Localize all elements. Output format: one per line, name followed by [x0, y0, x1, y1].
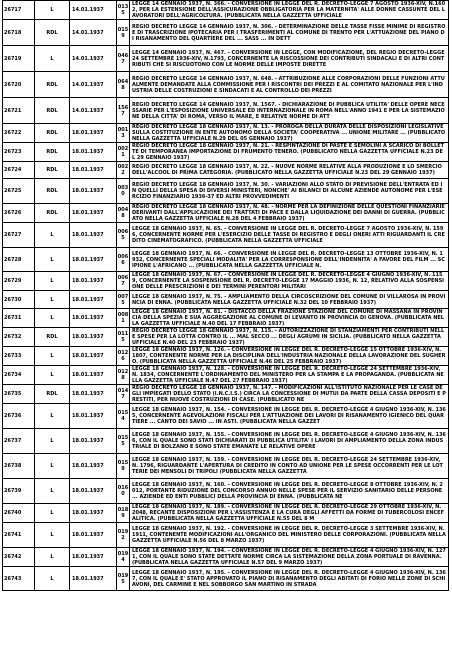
table-row: [3, 548, 449, 567]
act-date: 18.01.1937: [70, 429, 117, 454]
act-description: REGIO DECRETO LEGGE 18 GENNAIO 1937, N. 21. - RESPINTAZIONE DI PASTE E SEMOLINI A SCARICO DI BOLLETTE DI TEMPORANEA IMPORTAZIONE DI FRUMENTO TENERO. (PUBBLICATO NELLA GAZZETTA UFFICIALE N.23 DEL 29 GENNAIO 1937): [130, 143, 449, 162]
act-type: L: [35, 523, 70, 548]
act-description: LEGGE 18 GENNAIO 1937, N. 159. - CONVERSIONE IN LEGGE DEL R. DECRETO-LEGGE 24 SETTEMBRE 1936-XIV, N. 1796, RIGUARDANTE L'APERTURA DI CREDITO IN CONTO AD UNIONE PER LE SPESE OCCORRENTI PER LE LOTTERIE DEI MENSOLI DI TRIPOLI (PUBBLICATA NELLA GAZZETTA: [130, 454, 449, 479]
act-type: L: [35, 291, 70, 309]
record-number: 26729: [3, 272, 35, 291]
act-description: REGIO DECRETO LEGGE 14 GENNAIO 1937, N. 306. - DETERMINAZIONE DELLE TASSE FISSE MINIME DI REGISTRO E DI TRASCRIZIONE IPOTECARIA PER I TRASFERIMENTI AL COMUNE DI TRENTO PER L'ATTUAZIONE DEL PIANO DI RISANAMENTO DEL QUARTIERE DEL ... SASS ... IN DETT: [130, 20, 449, 46]
page-number: 0648: [117, 72, 130, 98]
act-type: L: [35, 548, 70, 567]
table-row: [3, 504, 449, 523]
page-number: 0126: [117, 347, 130, 366]
act-date: 14.01.1937: [70, 72, 117, 98]
page-number: 0128: [117, 366, 130, 385]
act-date: 18.01.1937: [70, 385, 117, 404]
record-number: 26717: [3, 1, 35, 20]
act-description: LEGGE 18 GENNAIO 1937, N. 67. - CONVERSIONE IN LEGGE DEL R. DECRETO-LEGGE 4 GIUGNO 1936-XIV, N. 1159, CONCERNENTE LA SOSPENSIONE DEL R. DECRETO-LEGGE 17 MAGGIO 1936, N. 12, RELATIVO ALLA SOSPENSIONE DELLE PRESCRIZIONI E DEI TERMINI PERENTORI MILITARI: [130, 272, 449, 291]
record-number: 26723: [3, 143, 35, 162]
page-number: 0189: [117, 504, 130, 523]
act-description: LEGGE 18 GENNAIO 1937, N. 126. - CONVERSIONE IN LEGGE DEL R. DECRETO-LEGGE 15 OTTOBRE 1936-XIV, N. 1807, CONTENENTE NORME PER LA DISCIPLINA DELL'INDUSTRIA NAZIONALE DELLA LAVORAZIONE DEL SUGHERO. (PUBBLICATA NELLA GAZZETTA UFFICIALE N.46 DEL 25 FEBBRAIO 1937): [130, 347, 449, 366]
act-type: L: [35, 272, 70, 291]
record-number: 26738: [3, 454, 35, 479]
table-row: [3, 204, 449, 223]
act-date: 18.01.1937: [70, 328, 117, 347]
act-type: RDL: [35, 385, 70, 404]
page-number: 0192: [117, 523, 130, 548]
act-description: LEGGE 18 GENNAIO 1937, N. 81. - DISTACCO DELLA FRAZIONE STAZIONE DEL COMUNE DI MASSANA IN PROVINCIA DELLA SPEZIA E SUA AGGREGAZIONE AL COMUNE DI LEVANTO IN PROVINCIA DI GENOVA. (PUBBLICATA NELLA GAZZETTA UFFICIALE N.40 DEL 17 FEBBRAIO 1937): [130, 309, 449, 328]
act-date: 14.01.1937: [70, 46, 117, 72]
act-type: L: [35, 248, 70, 272]
page-number: 0075: [117, 291, 130, 309]
act-type: L: [35, 479, 70, 504]
page-number: 0159: [117, 20, 130, 46]
table-row: [3, 454, 449, 479]
table-row: [3, 347, 449, 366]
record-number: 26730: [3, 291, 35, 309]
table-row: [3, 523, 449, 548]
table-row: [3, 162, 449, 179]
act-description: LEGGE 18 GENNAIO 1937, N. 155. - CONVERSIONE IN LEGGE DEL R. DECRETO-LEGGE 4 GIUGNO 1936-XIV, N. 1366, CON IL QUALE SONO STATI DICHIARATI DI PUBBLICA UTILITA' I LAVORI DI AMPLIAMENTO DELLA ZONA INDUSTRIALE DI BOLZANO E SONO STATE EMANATE LE RELATIVE OPERE: [130, 429, 449, 454]
table-row: [3, 20, 449, 46]
act-date: 18.01.1937: [70, 223, 117, 248]
page-number: 0194: [117, 548, 130, 567]
act-date: 18.01.1937: [70, 454, 117, 479]
page-number: 0066: [117, 248, 130, 272]
record-number: 26735: [3, 385, 35, 404]
act-type: L: [35, 46, 70, 72]
act-type: RDL: [35, 124, 70, 143]
act-date: 18.01.1937: [70, 347, 117, 366]
record-number: 26727: [3, 223, 35, 248]
act-description: REGIO DECRETO LEGGE 18 GENNAIO 1937, N. 13. - PROROGA DELLA DURATA DELLE DISPOSIZIONI LEGISLATIVE SULLA COSTITUZIONE IN ENTE AUTONOMO DELLA SOCIETA' COOPERATIVA ... UNIONE MILITARE ... (PUBBLICATO NELLA GAZZETTA UFFICIALE N.29 DEL 05 GENNAIO 1937): [130, 124, 449, 143]
page-number: 0021: [117, 143, 130, 162]
act-description: REGIO DECRETO LEGGE 18 GENNAIO 1937, N. 30. - VARIAZIONI ALLO STATO DI PREVISIONE DELL'ENTRATA ED IN QUELLI DELLA SPESA DI DIVERSI MINISTERI, NONCHE' AI BILANCI DI ALCUNE AZIENDE AUTONOME PER L'ESERCIZIO FINANZIARIO 1936-37 ED ALTRI PROVVEDIMENTI: [130, 179, 449, 204]
act-date: 18.01.1937: [70, 248, 117, 272]
record-number: 26740: [3, 504, 35, 523]
record-number: 26718: [3, 20, 35, 46]
table-row: [3, 385, 449, 404]
table-row: [3, 46, 449, 72]
table-row: [3, 366, 449, 385]
record-number: 26732: [3, 328, 35, 347]
act-date: 18.01.1937: [70, 404, 117, 429]
table-row: [3, 479, 449, 504]
act-type: L: [35, 504, 70, 523]
record-number: 26726: [3, 204, 35, 223]
act-date: 18.01.1937: [70, 272, 117, 291]
page-number: 0135: [117, 1, 130, 20]
record-number: 26743: [3, 567, 35, 591]
act-description: LEGGE 18 GENNAIO 1937, N. 189. - CONVERSIONE IN LEGGE DEL R. DECRETO-LEGGE 29 OTTOBRE 1936-XIV, N. 2048, RECANTE DISPOSIZIONI PER L'ASSISTENZA E LA CURA DEGLI AFFETTI DA FORME DI TUBERCOLOSI ENCEFALITICA. (PUBBLICATA NELLA GAZZETTA UFFICIALE N.55 DEL 8 M: [130, 504, 449, 523]
act-date: 18.01.1937: [70, 162, 117, 179]
act-type: RDL: [35, 72, 70, 98]
act-description: LEGGE 18 GENNAIO 1937, N. 194. - CONVERSIONE IN LEGGE DEL R. DECRETO-LEGGE 4 GIUGNO 1936-XIV, N. 1271, CON IL QUALE SONO STATE DETTATE NORME CIRCA LA SISTEMAZIONE DELLA ZONA PORTUALE DI RAVENNA. (PUBBLICATA NELLA GAZZETTA UFFICIALE N.57 DEL 9 MARZO 1937): [130, 548, 449, 567]
act-date: 18.01.1937: [70, 204, 117, 223]
page-number: 0030: [117, 179, 130, 204]
record-number: 26741: [3, 523, 35, 548]
act-date: 18.01.1937: [70, 124, 117, 143]
table-row: [3, 272, 449, 291]
act-date: 18.01.1937: [70, 291, 117, 309]
page-number: 0154: [117, 404, 130, 429]
record-number: 26739: [3, 479, 35, 504]
page-number: 0013: [117, 124, 130, 143]
page-number: 0195: [117, 567, 130, 591]
act-type: L: [35, 309, 70, 328]
page-number: 0067: [117, 272, 130, 291]
record-number: 26734: [3, 366, 35, 385]
act-description: REGIO DECRETO LEGGE 18 GENNAIO 1937, N. 22. - NUOVE NORME RELATIVE ALLA PRODUZIONE E LO SMERCIO DELL'ALCOOL DI PRIMA CATEGORIA. (PUBBLICATO NELLA GAZZETTA UFFICIALE N.23 DEL 29 GENNAIO 1937): [130, 162, 449, 179]
record-number: 26719: [3, 46, 35, 72]
act-description: LEGGE 18 GENNAIO 1937, N. 66. - CONVERSIONE IN LEGGE DEL R. DECRETO-LEGGE 13 OTTOBRE 1936-XIV, N. 1932, CONCERNENTE SPECIALI MODALITA' PER LA CORRESPONSIONE DELL'INDENNITA' A FAVORE DEL FILM ... SCIPIONE L'AFRICANO ... (PUBBLICATA NELLA GAZZETTA UFFICIALE N.: [130, 248, 449, 272]
act-type: L: [35, 366, 70, 385]
table-row: [3, 223, 449, 248]
page-number: 0467: [117, 46, 130, 72]
act-date: 18.01.1937: [70, 523, 117, 548]
act-date: 18.01.1937: [70, 504, 117, 523]
act-type: L: [35, 404, 70, 429]
record-number: 26724: [3, 162, 35, 179]
table-row: [3, 72, 449, 98]
act-description: REGIO DECRETO LEGGE 18 GENNAIO 1937, N. 147. - MODIFICAZIONI ALL'ISTITUTO NAZIONALE PER LE CASE DEGLI IMPIEGATI DELLO STATO (I.N.C.I.S.) CIRCA LA CONCESSIONE DI MUTUI DA PARTE DELLA CASSA DEPOSITI E PRESTITI, PER NUOVE COSTRUZIONI DI CASE. (PUBBLICATO NE: [130, 385, 449, 404]
act-description: LEGGE 18 GENNAIO 1937, N. 65. - CONVERSIONE IN LEGGE DEL R. DECRETO-LEGGE 7 AGOSTO 1936-XIV, N. 1596, CONCERNENTE NORME PER L'ESERCIZIO DELLE TASSE DI REGISTRO E DEGLI ONERI ATTI RIGUARDANTI IL CREDITO CINEMATOGRAFICO. (PUBBLICATA NELLA GAZZETTA UFFICIALE: [130, 223, 449, 248]
act-type: L: [35, 1, 70, 20]
page-number: 1567: [117, 98, 130, 124]
page-number: 0065: [117, 223, 130, 248]
page-number: 0155: [117, 429, 130, 454]
act-type: L: [35, 429, 70, 454]
act-description: REGIO DECRETO LEGGE 18 GENNAIO 1937, N. 115. - AUTORIZZAZIONE DI STANZIAMENTI PER CONTRIBUTI NELLE SPESE PER LA LOTTA CONTRO IL ... MAL SECCO ... DEGLI AGRUMI IN SICILIA. (PUBBLICATO NELLA GAZZETTA UFFICIALE N.40 DEL 23 FEBBRAIO 1937): [130, 328, 449, 347]
record-number: 26720: [3, 72, 35, 98]
act-description: LEGGE 18 GENNAIO 1937, N. 75. - AMPLIAMENTO DELLA CIRCOSCRIZIONE DEL COMUNE DI VILLAROSA IN PROVINCIA DI ENNA. (PUBBLICATA NELLA GAZZETTA UFFICIALE N.32 DEL 10 FEBBRAIO 1937): [130, 291, 449, 309]
record-number: 26733: [3, 347, 35, 366]
act-type: RDL: [35, 20, 70, 46]
act-date: 14.01.1937: [70, 1, 117, 20]
table-row: [3, 328, 449, 347]
table-row: [3, 429, 449, 454]
page-number: 0081: [117, 309, 130, 328]
act-date: 18.01.1937: [70, 179, 117, 204]
record-number: 26737: [3, 429, 35, 454]
act-description: LEGGE 18 GENNAIO 1937, N. 128. - CONVERSIONE IN LEGGE DEL R. DECRETO-LEGGE 24 SETTEMBRE 1936-XIV, N. 1834, CONCERNENTE L'ORDINAMENTO DEL MINISTERO PER LA STAMPA E LA PROPAGANDA. (PUBBLICATA NELLA GAZZETTA UFFICIALE N.47 DEL 27 FEBBRAIO 1937): [130, 366, 449, 385]
act-type: RDL: [35, 328, 70, 347]
table-row: [3, 98, 449, 124]
table-row: [3, 124, 449, 143]
act-type: RDL: [35, 98, 70, 124]
table-row: [3, 1, 449, 20]
law-index-table: [2, 0, 449, 591]
act-description: REGIO DECRETO LEGGE 14 GENNAIO 1937, N. 648. - ATTRIBUZIONE ALLE CORPORAZIONI DELLE FUNZIONI ATTUALMENTE DEMANDATE ALLA COMMISSIONE PER I RISCONTRI DEI PREZZI E AL COMITATO NAZIONALE PER L'INDUSTRIA DELLE COSTRUZIONI E SINDACATI E AL CONTROLLO DEI PREZZI: [130, 72, 449, 98]
act-date: 18.01.1937: [70, 548, 117, 567]
act-description: LEGGE 18 GENNAIO 1937, N. 192. - CONVERSIONE IN LEGGE DEL R. DECRETO-LEGGE 3 SETTEMBRE 1936-XIV, N. 1911, CONTENENTE MODIFICAZIONI ALL'ORGANICO DEL MINISTERO DELLE CORPORAZIONI. (PUBBLICATA NELLA GAZZETTA UFFICIALE N.56 DEL 8 MARZO 1937): [130, 523, 449, 548]
record-number: 26725: [3, 179, 35, 204]
act-date: 18.01.1937: [70, 479, 117, 504]
page-number: 0048: [117, 204, 130, 223]
act-date: 14.01.1937: [70, 98, 117, 124]
act-type: RDL: [35, 143, 70, 162]
page-number: 0160: [117, 479, 130, 504]
record-number: 26721: [3, 98, 35, 124]
page-number: 0115: [117, 328, 130, 347]
act-description: LEGGE 18 GENNAIO 1937, N. 160. - CONVERSIONE IN LEGGE DEL R. DECRETO-LEGGE 8 OTTOBRE 1936-XIV, N. 2012, PORTANTE RIDUZIONE DEL CONCORSO ANNUO NELLE SPESE PER IL SERVIZIO SANITARIO DELLE PERSONE ... AZIENDE ED ENTI PUBBLICI DELLA PROVINCIA DI ENNA. (PUBBLICATA NE: [130, 479, 449, 504]
act-type: L: [35, 454, 70, 479]
act-description: LEGGE 18 GENNAIO 1937, N. 195. - CONVERSIONE IN LEGGE DEL R. DECRETO-LEGGE 4 GIUGNO 1936-XIV, N. 1367, CON IL QUALE E' STATO APPROVATO IL PIANO DI RISANAMENTO DEGLI ABITATI DI FORIO NELLE ZONE DI SCHIAVONI, DEL CARMINE E NEL SOBBORGO SAN MARTINO IN STRADA: [130, 567, 449, 591]
table-row: [3, 309, 449, 328]
record-number: 26731: [3, 309, 35, 328]
page-number: 0159: [117, 454, 130, 479]
act-date: 18.01.1937: [70, 567, 117, 591]
page-number: 0147: [117, 385, 130, 404]
act-type: RDL: [35, 204, 70, 223]
table-row: [3, 404, 449, 429]
law-index-document: [2, 0, 449, 645]
record-number: 26728: [3, 248, 35, 272]
table-row: [3, 567, 449, 591]
record-number: 26736: [3, 404, 35, 429]
act-type: L: [35, 223, 70, 248]
act-description: REGIO DECRETO LEGGE 14 GENNAIO 1937, N. 1567. - DICHIARAZIONE DI PUBBLICA UTILITA' DELLE OPERE NECESSARIE PER L'ESPOSIZIONE UNIVERSALE ED INTERNAZIONALE IN ROMA NELL'ANNO 1941 E PER LA SISTEMAZIONE DELLA CITTA' DI ROMA, VERSO IL MARE, E RELATIVE NORME DI ATT: [130, 98, 449, 124]
table-row: [3, 291, 449, 309]
act-description: LEGGE 14 GENNAIO 1937, N. 467. - CONVERSIONE IN LEGGE, CON MODIFICAZIONE, DEL REGIO DECRETO-LEGGE 24 SETTEMBRE 1936-XIV, N.1793, CONCERNENTE LA RISCOSSIONE DEI CONTRIBUTI SINDACALI E DI ALTRI CONTRIBUTI CHE SI RISCUOTONO CON LE NORME DELLE IMPOSTE DIRETTE: [130, 46, 449, 72]
act-type: RDL: [35, 179, 70, 204]
act-date: 18.01.1937: [70, 309, 117, 328]
act-date: 18.01.1937: [70, 143, 117, 162]
act-description: LEGGE 14 GENNAIO 1937, N. 366. - CONVERSIONE IN LEGGE DEL R. DECRETO-LEGGE 7 AGOSTO 1936-XIV, N.1602, PER LA ESTENSIONE DELL'ASSICURAZIONE OBBLIGATORIA PER LA MATERNITA' ALLE DONNE CASSUNTE DEL LAVORATORI DELL'AGRICOLTURA. (PUBBLICATA NELLA GAZZETTA UFFICIALE: [130, 1, 449, 20]
act-type: L: [35, 347, 70, 366]
table-row: [3, 179, 449, 204]
record-number: 26742: [3, 548, 35, 567]
act-description: LEGGE 18 GENNAIO 1937, N. 154. - CONVERSIONE IN LEGGE DEL R. DECRETO-LEGGE 4 GIUGNO 1936-XIV, N. 1365, CONCERNENTE AGEVOLAZIONI FISCALI PER L'ATTUAZIONE DEI LAVORI DI RISANAMENTO IGIENICO DEL QUARTIERE ... CANTO DEI SAVIO ... IN ASTI. (PUBBLICATA NELLA GAZZET: [130, 404, 449, 429]
act-type: RDL: [35, 162, 70, 179]
act-type: L: [35, 567, 70, 591]
page-number: 0022: [117, 162, 130, 179]
act-description: REGIO DECRETO LEGGE 18 GENNAIO 1937, N. 48. - NORME PER LA DEFINIZIONE DELLE QUESTIONI FINANZIARIE DERIVANTI DALL'APPLICAZIONE DEI TRATTATI DI PACE E DALLA LIQUIDAZIONE DEI DANNI DI GUERRA. (PUBBLICATO NELLA GAZZETTA UFFICIALE N.28 DEL 4 FEBBRAIO 1937): [130, 204, 449, 223]
act-date: 18.01.1937: [70, 366, 117, 385]
table-row: [3, 248, 449, 272]
act-date: 14.01.1937: [70, 20, 117, 46]
record-number: 26722: [3, 124, 35, 143]
table-row: [3, 143, 449, 162]
